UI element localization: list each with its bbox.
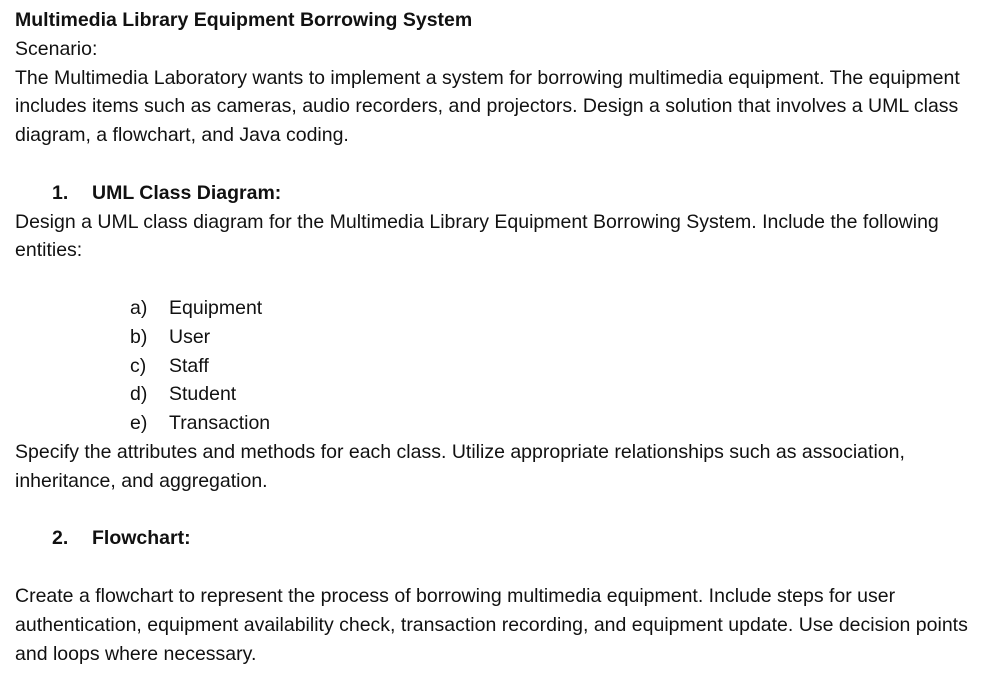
list-item — [15, 294, 987, 323]
document-title: Multimedia Library Equipment Borrowing System — [15, 9, 473, 31]
document-page — [15, 6, 987, 668]
list-marker: b) — [130, 325, 148, 348]
blank-line — [15, 150, 987, 179]
list-marker: e) — [130, 412, 148, 435]
blank-line — [15, 496, 987, 525]
scenario-text: The Multimedia Laboratory wants to implement a system for borrowing multimedia equipment. The equipment includes items such as cameras, audio recorders, and projectors. Design a solution that involves a UML class diagram, a flowchart, and Java coding. — [15, 66, 960, 147]
section-heading-uml — [15, 179, 987, 208]
section-heading-text: Flowchart: — [92, 527, 191, 550]
list-item-label: Staff — [169, 354, 209, 377]
list-item — [15, 409, 987, 438]
list-item — [15, 380, 987, 409]
entity-list — [15, 294, 987, 438]
blank-line — [15, 265, 987, 294]
list-marker: a) — [130, 296, 148, 319]
flowchart-body-text: Create a flowchart to represent the process of borrowing multimedia equipment. Include steps for user authentication, equipment availability check, transaction recording, and equipment update. Use decision points and loops where necessary. — [15, 584, 968, 665]
list-item — [15, 323, 987, 352]
section-heading-text: UML Class Diagram: — [92, 181, 282, 204]
list-item-label: User — [169, 325, 211, 348]
list-item — [15, 352, 987, 381]
scenario-label: Scenario: — [15, 37, 98, 60]
blank-line — [15, 553, 987, 582]
list-marker: c) — [130, 354, 147, 377]
section-heading-flowchart — [15, 524, 987, 553]
uml-outro-text: Specify the attributes and methods for each class. Utilize appropriate relationships such as association, inheritance, and aggregation. — [15, 440, 905, 492]
list-item-label: Student — [169, 383, 237, 406]
section-number: 2. — [52, 527, 69, 550]
list-marker: d) — [130, 383, 148, 406]
uml-intro-text: Design a UML class diagram for the Multimedia Library Equipment Borrowing System. Include the following entities: — [15, 210, 939, 262]
list-item-label: Equipment — [169, 296, 263, 319]
section-number: 1. — [52, 181, 69, 204]
list-item-label: Transaction — [169, 412, 271, 435]
